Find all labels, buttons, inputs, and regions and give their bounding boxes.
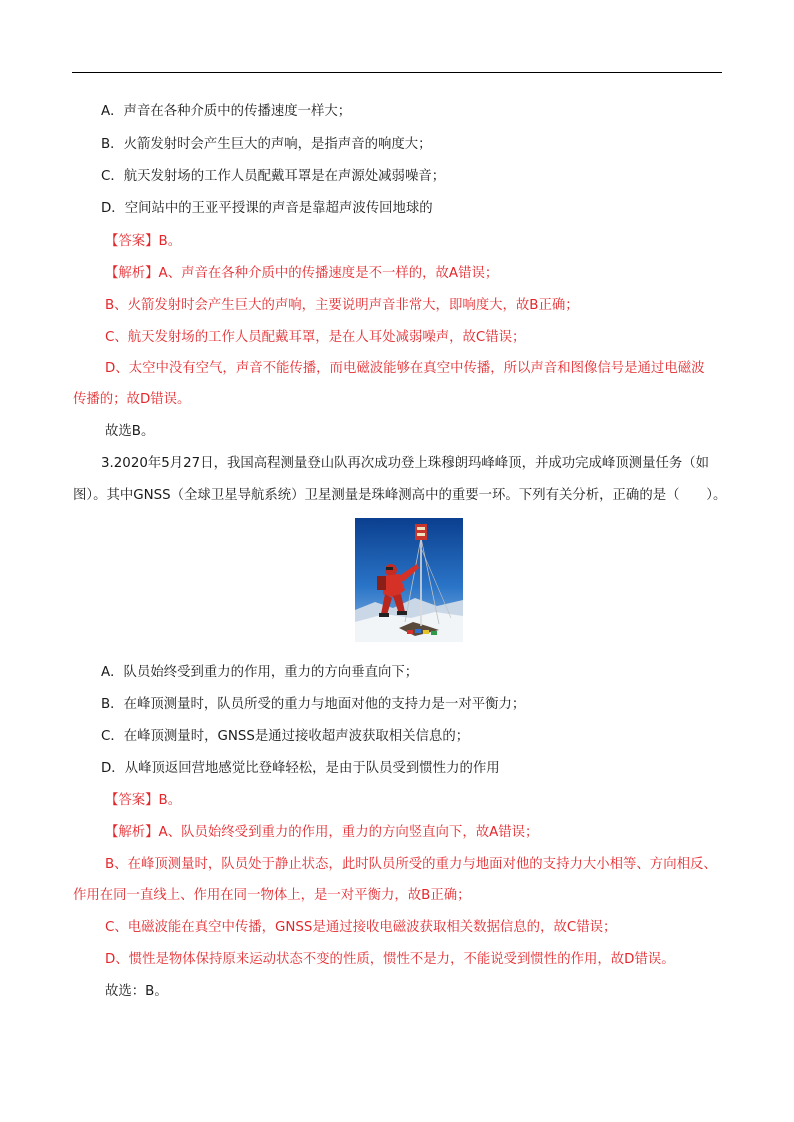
q2-option-b: B．火箭发射时会产生巨大的声响，是指声音的响度大； xyxy=(101,137,432,152)
q3-answer: 【答案】B。 xyxy=(105,793,182,808)
q2-analysis-d-line1: D、太空中没有空气，声音不能传播，而电磁波能够在真空中传播，所以声音和图像信号是通过电磁波 xyxy=(105,361,705,376)
q3-analysis-d: D、惯性是物体保持原来运动状态不变的性质，惯性不是力，不能说受到惯性的作用，故D错误。 xyxy=(105,952,675,967)
q2-answer: 【答案】B。 xyxy=(105,234,182,249)
q3-analysis-a: 【解析】A、队员始终受到重力的作用，重力的方向竖直向下，故A错误； xyxy=(105,825,539,840)
q3-option-b: B．在峰顶测量时，队员所受的重力与地面对他的支持力是一对平衡力； xyxy=(101,697,526,712)
q2-conclusion: 故选B。 xyxy=(105,424,155,439)
q3-analysis-c: C、电磁波能在真空中传播，GNSS是通过接收电磁波获取相关数据信息的，故C错误； xyxy=(105,920,617,935)
q3-analysis-b-line2: 作用在同一直线上、作用在同一物体上，是一对平衡力，故B正确； xyxy=(73,888,471,903)
header-rule xyxy=(72,72,722,73)
q3-option-c: C．在峰顶测量时，GNSS是通过接收超声波获取相关信息的； xyxy=(101,729,470,744)
summit-survey-photo xyxy=(355,518,463,642)
q2-analysis-c: C、航天发射场的工作人员配戴耳罩，是在人耳处减弱噪声，故C错误； xyxy=(105,330,526,345)
q2-analysis-b: B、火箭发射时会产生巨大的声响，主要说明声音非常大，即响度大，故B正确； xyxy=(105,298,579,313)
q3-stem-line1: 3.2020年5月27日，我国高程测量登山队再次成功登上珠穆朗玛峰峰顶，并成功完成峰顶测量任务（如 xyxy=(101,456,710,471)
q2-option-c: C．航天发射场的工作人员配戴耳罩是在声源处减弱噪音； xyxy=(101,169,446,184)
q3-option-d: D．从峰顶返回营地感觉比登峰轻松，是由于队员受到惯性力的作用 xyxy=(101,761,500,776)
q2-analysis-d-line2: 传播的；故D错误。 xyxy=(73,392,191,407)
q3-conclusion: 故选：B。 xyxy=(105,984,168,999)
q2-option-d: D．空间站中的王亚平授课的声音是靠超声波传回地球的 xyxy=(101,201,433,216)
q3-option-a: A．队员始终受到重力的作用，重力的方向垂直向下； xyxy=(101,665,419,680)
q3-analysis-b-line1: B、在峰顶测量时，队员处于静止状态，此时队员所受的重力与地面对他的支持力大小相等、方向相反、 xyxy=(105,857,717,872)
q2-analysis-a: 【解析】A、声音在各种介质中的传播速度是不一样的，故A错误； xyxy=(105,266,499,281)
q3-stem-line2: 图）。其中GNSS（全球卫星导航系统）卫星测量是珠峰测高中的重要一环。下列有关分析，正确的是（ ）。 xyxy=(73,488,727,503)
q2-option-a: A．声音在各种介质中的传播速度一样大； xyxy=(101,104,352,119)
